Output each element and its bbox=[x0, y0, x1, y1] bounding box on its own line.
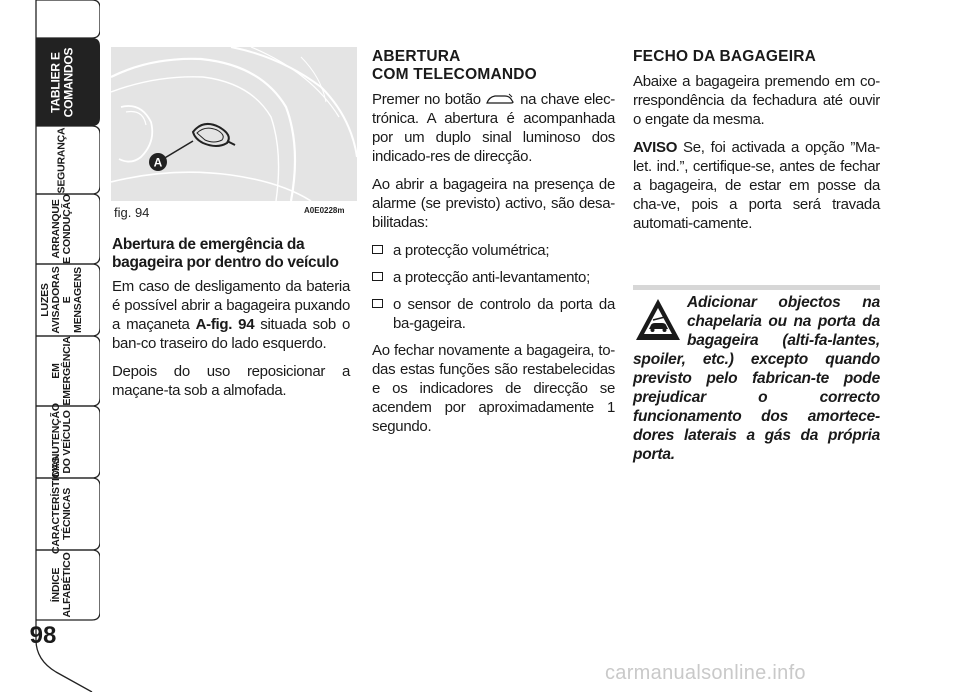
alarm-paragraph: Ao abrir a bagageira na presença de alarme (se previsto) activo, são desa-bilitadas: bbox=[372, 176, 615, 231]
figure-reference: A-fig. 94 bbox=[195, 316, 255, 333]
list-item-text: o sensor de controlo da porta da ba-gageira. bbox=[393, 296, 615, 332]
heading-line: COM TELECOMANDO bbox=[372, 66, 537, 83]
tab-arranque-e-conducao[interactable] bbox=[24, 194, 100, 264]
warning-text: Adicionar objectos na chapelaria ou na porta da bagageira (alti-fa-lantes, spoiler, etc.) excepto quando previsto pelo fabrican-te pode prejudicar o correcto funcionamento dos amortece-dores laterais a gás da própria porta. bbox=[633, 294, 880, 463]
car-warning-triangle-icon bbox=[634, 296, 682, 344]
trunk-remote-button-icon bbox=[485, 93, 515, 105]
emergency-opening-paragraph bbox=[112, 277, 350, 353]
trunk-closing-heading: FECHO DA BAGAGEIRA bbox=[633, 48, 817, 65]
figure-94-illustration bbox=[111, 47, 357, 201]
tab-label: CARACTERÍSTICAS TÉCNICAS bbox=[50, 456, 73, 554]
column-right bbox=[633, 48, 880, 242]
column-left bbox=[112, 236, 350, 409]
tab-indice-alfabetico[interactable] bbox=[24, 550, 100, 620]
tab-label: TABLIER E COMANDOS bbox=[48, 47, 75, 117]
page-number: 98 bbox=[29, 622, 57, 649]
list-item-text: a protecção anti-levantamento; bbox=[393, 269, 590, 286]
checkbox-bullet-icon bbox=[372, 299, 383, 308]
tab-label: ÍNDICE ALFABÉTICO bbox=[50, 552, 73, 618]
tab-seguranca[interactable] bbox=[24, 126, 100, 194]
aviso-label: AVISO bbox=[633, 139, 678, 156]
tab-em-emergencia[interactable] bbox=[24, 336, 100, 406]
remote-opening-heading bbox=[372, 48, 615, 84]
list-item bbox=[372, 241, 615, 260]
text-fragment: Em caso de desligamento da bateria é possível abrir a bagageira puxando a maçaneta bbox=[112, 278, 350, 333]
tab-luzes-avisadoras[interactable] bbox=[24, 264, 100, 336]
tab-label: MANUTENÇÃO DO VEÍCULO bbox=[50, 403, 73, 477]
list-item-text: a protecção volumétrica; bbox=[393, 242, 550, 259]
heading-line: ABERTURA bbox=[372, 48, 461, 65]
reposition-paragraph: Depois do uso reposicionar a maçane-ta sob a almofada. bbox=[112, 363, 350, 399]
text-fragment: Premer no botão bbox=[372, 91, 486, 108]
chapter-tab-rail bbox=[0, 0, 100, 692]
trunk-closing-paragraph: Abaixe a bagageira premendo em co-rrespondência da fechadura até ouvir o engate da mesma. bbox=[633, 73, 880, 128]
tab-tablier-e-comandos[interactable] bbox=[24, 38, 100, 126]
tab-label: SEGURANÇA bbox=[55, 127, 68, 193]
rear-seat-handle-drawing bbox=[111, 47, 357, 201]
list-item bbox=[372, 268, 615, 287]
watermark: carmanualsonline.info bbox=[605, 662, 806, 684]
tab-label: ARRANQUE E CONDUÇÃO bbox=[50, 194, 73, 264]
closing-paragraph: Ao fechar novamente a bagageira, to-das estas funções são restabelecidas e os indicadores de direcção se acendem por aproximadamente 1 segundo. bbox=[372, 342, 615, 435]
tab-manutencao-do-veiculo[interactable] bbox=[24, 403, 100, 478]
text-fragment: Se, foi activada a opção ”Ma-let. ind.”, certifique-se, antes de fechar a bagageira, de estar em posse da cha-ve, pois a porta será travada automati-camente. bbox=[633, 139, 880, 232]
text-fragment: na chave elec-trónica. A abertura é acompanhada por um duplo sinal luminoso dos indicado-res de direcção. bbox=[372, 91, 615, 165]
emergency-opening-heading: Abertura de emergência da bagageira por dentro do veículo bbox=[112, 236, 339, 271]
aviso-paragraph bbox=[633, 138, 880, 233]
column-middle bbox=[372, 48, 615, 445]
text-fragment: situada sob o ban-co traseiro do lado esquerdo. bbox=[112, 316, 350, 352]
figure-caption: fig. 94 bbox=[114, 205, 150, 220]
list-item bbox=[372, 295, 615, 333]
remote-opening-paragraph bbox=[372, 90, 615, 166]
tab-label: LUZES AVISADORAS E MENSAGENS bbox=[39, 266, 84, 334]
warning-divider bbox=[633, 285, 880, 290]
checkbox-bullet-icon bbox=[372, 245, 383, 254]
tab-label: EM EMERGÊNCIA bbox=[50, 336, 73, 406]
checkbox-bullet-icon bbox=[372, 272, 383, 281]
callout-a-label: A bbox=[153, 155, 163, 170]
tab-caracteristicas-tecnicas[interactable] bbox=[24, 456, 100, 554]
figure-code: A0E0228m bbox=[304, 206, 345, 215]
